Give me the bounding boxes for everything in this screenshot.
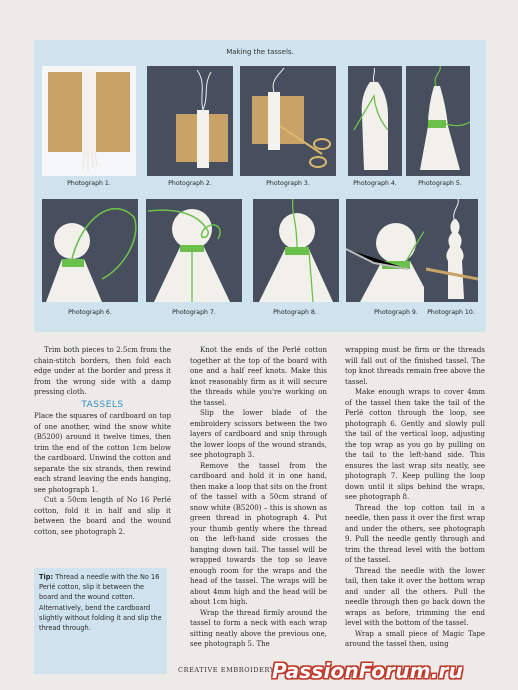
caption-photograph-3: Photograph 3. [266,180,310,187]
caption-photograph-2: Photograph 2. [168,180,212,187]
photograph-1 [42,66,136,176]
tip-text: Thread a needle with the No 16 Perlé cotton, slip it between the board and the wound cotton. Alternatively, bend the cardboard slightly without folding it and slip the thread through. [39,573,162,633]
watermark: PassionForum.ru [272,659,464,683]
photo-panel [34,40,486,332]
paragraph: Make enough wraps to cover 4mm of the tassel then take the tail of the Perlé cotton through the loop, see photograph 6. Gently and slowly pull the tail of the vertical loop, adjusting the top wrap as you go by pulling on the tail to the left-hand side. This ensures the last wrap sits neatly, see photograph 7. Keep pulling the loop down until it slips behind the wraps, see photograph 8. [345,388,485,501]
photograph-6 [42,199,138,302]
photograph-4 [348,66,402,176]
paragraph: Trim both pieces to 2.5cm from the chain-stitch borders, then fold each edge under at the border and press it from the wrong side with a damp pressing cloth. [34,346,171,396]
paragraph: Thread the needle with the lower tail, then take it over the bottom wrap and under all the others. Pull the needle through then go back down the wraps as before, trimming the end level with the bottom of the tassel. [345,566,485,627]
photograph-8 [253,199,339,302]
paragraph: Place the squares of cardboard on top of one another, wind the snow white (B5200) around it twelve times, then trim the end of the cotton 1cm below the cardboard. Unwind the cotton and separate the six strands, then rewind each strand leaving the ends hanging, see photograph 1. [34,412,171,494]
paragraph: Cut a 50cm length of No 16 Perlé cotton, fold it in half and slip it between the board and the wound cotton, see photograph 2. [34,496,171,536]
paragraph: Remove the tassel from the cardboard and hold it in one hand, then make a loop that sits on the front of the tassel with a 50cm strand of snow white (B5200) – this is shown as green thread in photograph 4. Put your thumb gently where the thread on the left-hand side crosses the hanging down tail. The tassel will be wrapped towards the top so leave enough room for the wraps and the head of the tassel. The wraps will be about 4mm high and the head will be about 1cm high. [190,461,327,606]
text-column-3 [345,345,485,650]
paragraph: Knot the ends of the Perlé cotton together at the top of the board with one and a half reef knots. Make this knot reasonably firm as it will secure the threads while you're working on the tassel. [190,346,327,407]
paragraph: Thread the top cotton tail in a needle, then pass it over the first wrap and under the others, see photograph 9. Pull the needle gently through and trim the thread level with the bottom of the tassel. [345,503,485,564]
paragraph: Wrap the thread firmly around the tassel to form a neck with each wrap sitting neatly above the previous one, see photograph 5. The [190,608,327,648]
caption-photograph-1: Photograph 1. [67,180,111,187]
caption-photograph-4: Photograph 4. [353,180,397,187]
text-column-1 [34,345,171,537]
caption-photograph-7: Photograph 7. [172,309,216,316]
photograph-5 [406,66,470,176]
photograph-7 [146,199,242,302]
caption-photograph-8: Photograph 8. [273,309,317,316]
tip-box [34,568,167,674]
photograph-2 [147,66,233,176]
paragraph: Slip the lower blade of the embroidery scissors between the two layers of cardboard and snip through the lower loops of the wound strands, see photograph 3. [190,409,327,459]
photograph-10 [424,199,478,302]
caption-photograph-6: Photograph 6. [68,309,112,316]
paragraph: wrapping must be firm or the threads will fall out of the finished tassel. The top knot threads remain free above the tassel. [345,346,485,386]
caption-photograph-10: Photograph 10. [427,309,475,316]
paragraph: Wrap a small piece of Magic Tape around the tassel then, using [345,629,485,648]
caption-photograph-9: Photograph 9. [374,309,418,316]
section-heading-tassels: TASSELS [81,399,124,410]
footer-magazine-name: CREATIVE EMBROIDERY [178,666,275,674]
panel-title: Making the tassels. [226,48,294,56]
text-column-2 [190,345,327,650]
photograph-3 [240,66,336,176]
tip-label: Tip: [39,573,54,581]
caption-photograph-5: Photograph 5. [418,180,462,187]
